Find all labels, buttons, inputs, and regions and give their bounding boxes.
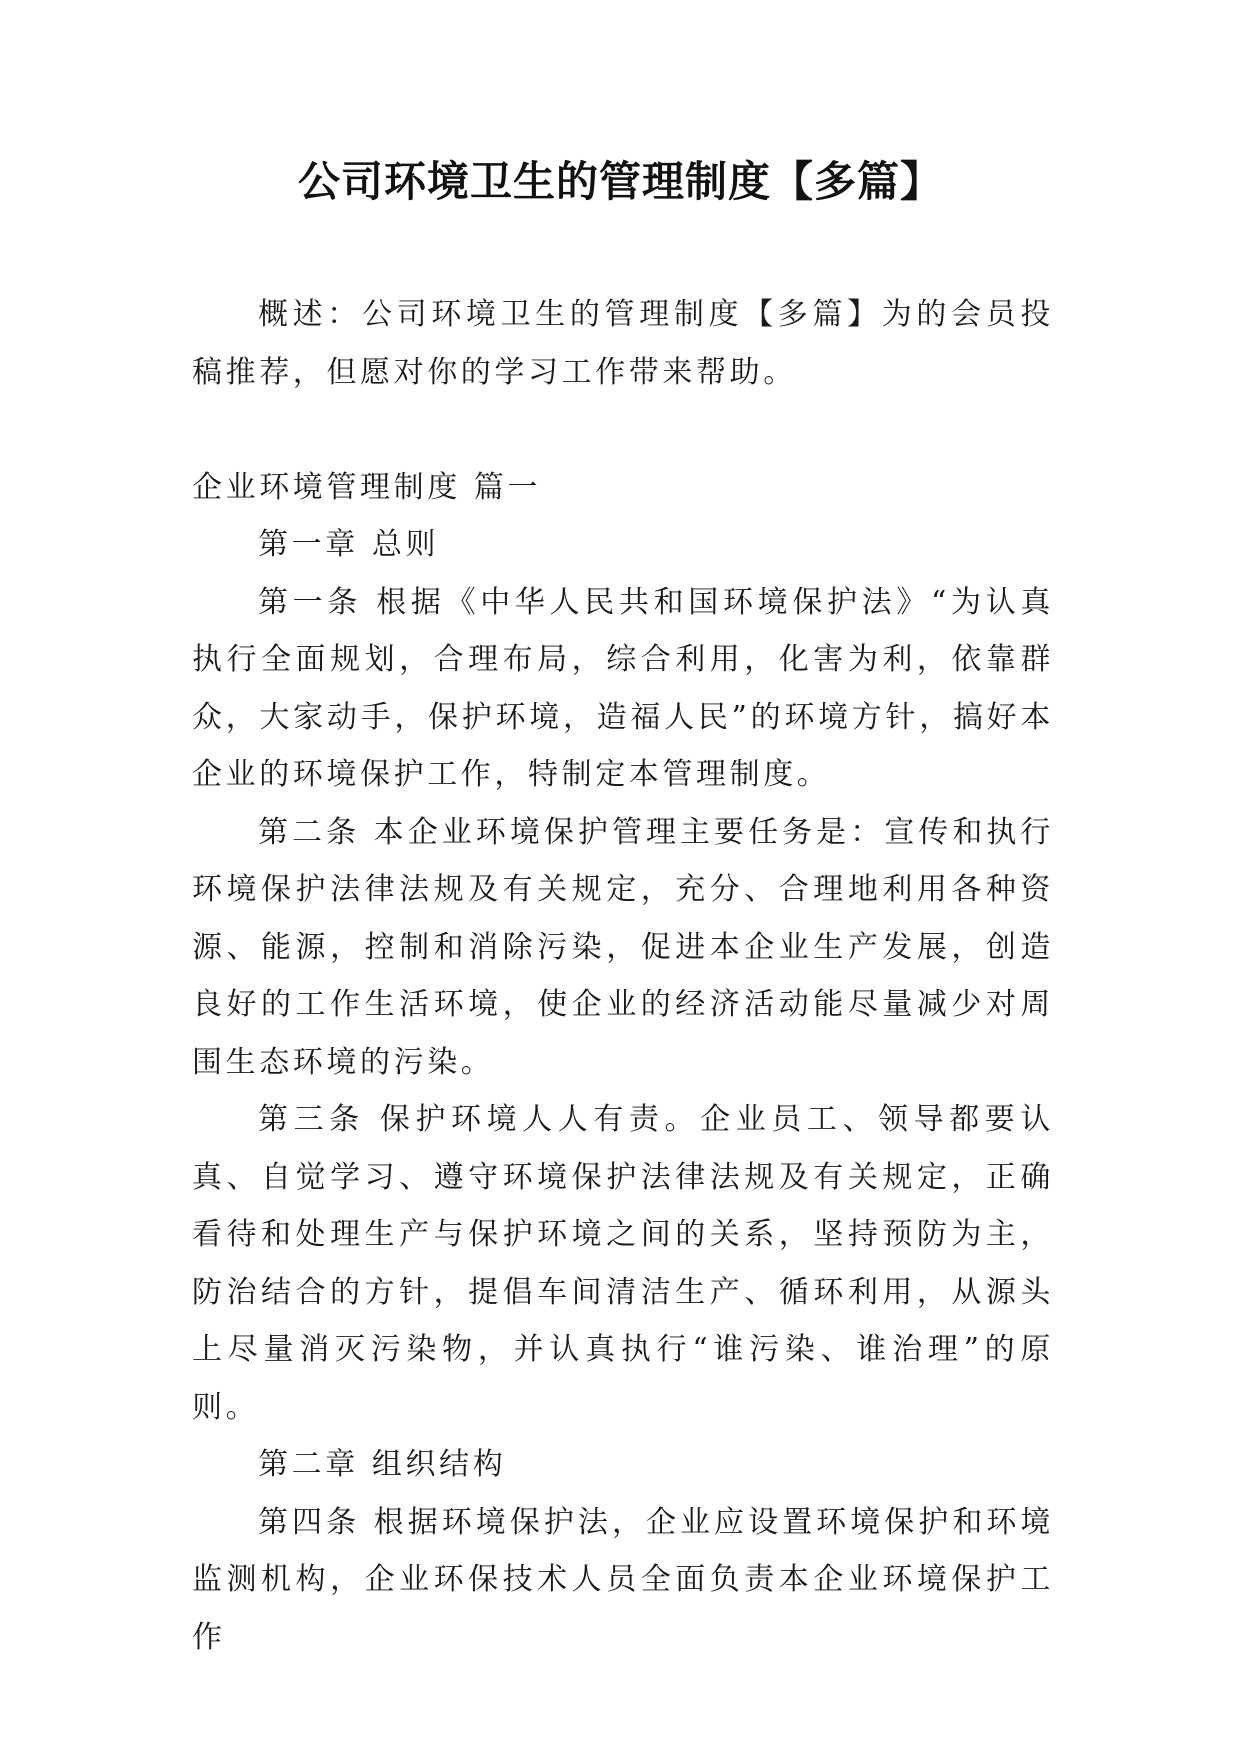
section-heading: 企业环境管理制度 篇一 — [192, 469, 542, 505]
document-body — [192, 286, 1054, 1666]
article-1-paragraph: 第一条 根据《中华人民共和国环境保护法》“为认真执行全面规划，合理布局，综合利用，化害为利，依靠群众，大家动手，保护环境，造福人民”的环境方针，搞好本企业的环境保护工作，特制定本管理制度。 — [192, 584, 1054, 792]
article-3-paragraph: 第三条 保护环境人人有责。企业员工、领导都要认真、自觉学习、遵守环境保护法律法规及有关规定，正确看待和处理生产与保护环境之间的关系，坚持预防为主，防治结合的方针，提倡车间清洁生产、循环利用，从源头上尽量消灭污染物，并认真执行“谁污染、谁治理”的原则。 — [192, 1102, 1054, 1425]
summary-paragraph: 概述：公司环境卫生的管理制度【多篇】为的会员投稿推荐，但愿对你的学习工作带来帮助。 — [192, 297, 1054, 390]
paragraph-gap — [192, 401, 1054, 459]
article-2-paragraph: 第二条 本企业环境保护管理主要任务是：宣传和执行环境保护法律法规及有关规定，充分、合理地利用各种资源、能源，控制和消除污染，促进本企业生产发展，创造良好的工作生活环境，使企业的经济活动能尽量减少对周围生态环境的污染。 — [192, 814, 1054, 1080]
article-4-paragraph: 第四条 根据环境保护法，企业应设置环境保护和环境监测机构，企业环保技术人员全面负责本企业环境保护工作 — [192, 1504, 1054, 1655]
chapter-heading-1: 第一章 总则 — [258, 527, 440, 562]
document-title: 公司环境卫生的管理制度【多篇】 — [297, 157, 943, 206]
chapter-heading-2: 第二章 组织结构 — [258, 1447, 507, 1482]
